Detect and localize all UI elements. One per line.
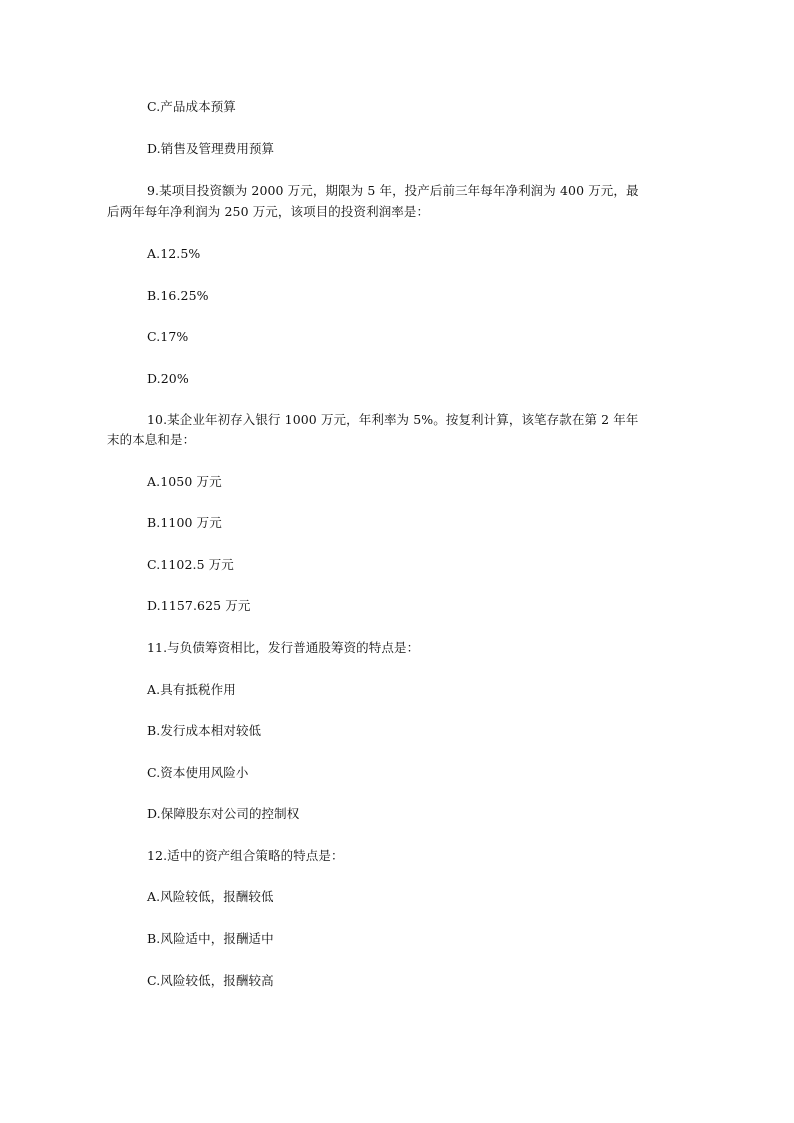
- question-10-line-1: 10.某企业年初存入银行 1000 万元，年利率为 5%。按复利计算，该笔存款在第 2 年年: [147, 412, 639, 427]
- question-9-option-a: A.12.5%: [147, 246, 201, 261]
- question-9-line-2: 后两年每年净利润为 250 万元，该项目的投资利润率是：: [107, 204, 430, 219]
- option-c-product-cost-budget: C.产品成本预算: [147, 99, 236, 114]
- question-11-option-c: C.资本使用风险小: [147, 765, 249, 780]
- question-9-option-c: C.17%: [147, 329, 189, 344]
- question-10-option-c: C.1102.5 万元: [147, 557, 234, 572]
- question-9-option-b: B.16.25%: [147, 288, 209, 303]
- question-10-option-b: B.1100 万元: [147, 515, 222, 530]
- question-9-option-d: D.20%: [147, 371, 189, 386]
- question-12: 12.适中的资产组合策略的特点是：: [147, 848, 344, 863]
- question-11: 11.与负债筹资相比，发行普通股筹资的特点是：: [147, 640, 420, 655]
- question-11-option-a: A.具有抵税作用: [147, 682, 236, 697]
- question-11-option-d: D.保障股东对公司的控制权: [147, 806, 300, 821]
- question-10-option-d: D.1157.625 万元: [147, 598, 251, 613]
- question-10-option-a: A.1050 万元: [147, 474, 222, 489]
- question-12-option-c: C.风险较低，报酬较高: [147, 973, 274, 988]
- question-10-line-2: 末的本息和是：: [107, 432, 196, 447]
- question-9-line-1: 9.某项目投资额为 2000 万元，期限为 5 年，投产后前三年每年净利润为 400 万元，最: [147, 183, 639, 198]
- question-12-option-a: A.风险较低，报酬较低: [147, 889, 274, 904]
- question-11-option-b: B.发行成本相对较低: [147, 723, 262, 738]
- question-12-option-b: B.风险适中，报酬适中: [147, 931, 274, 946]
- option-d-sales-admin-budget: D.销售及管理费用预算: [147, 141, 275, 156]
